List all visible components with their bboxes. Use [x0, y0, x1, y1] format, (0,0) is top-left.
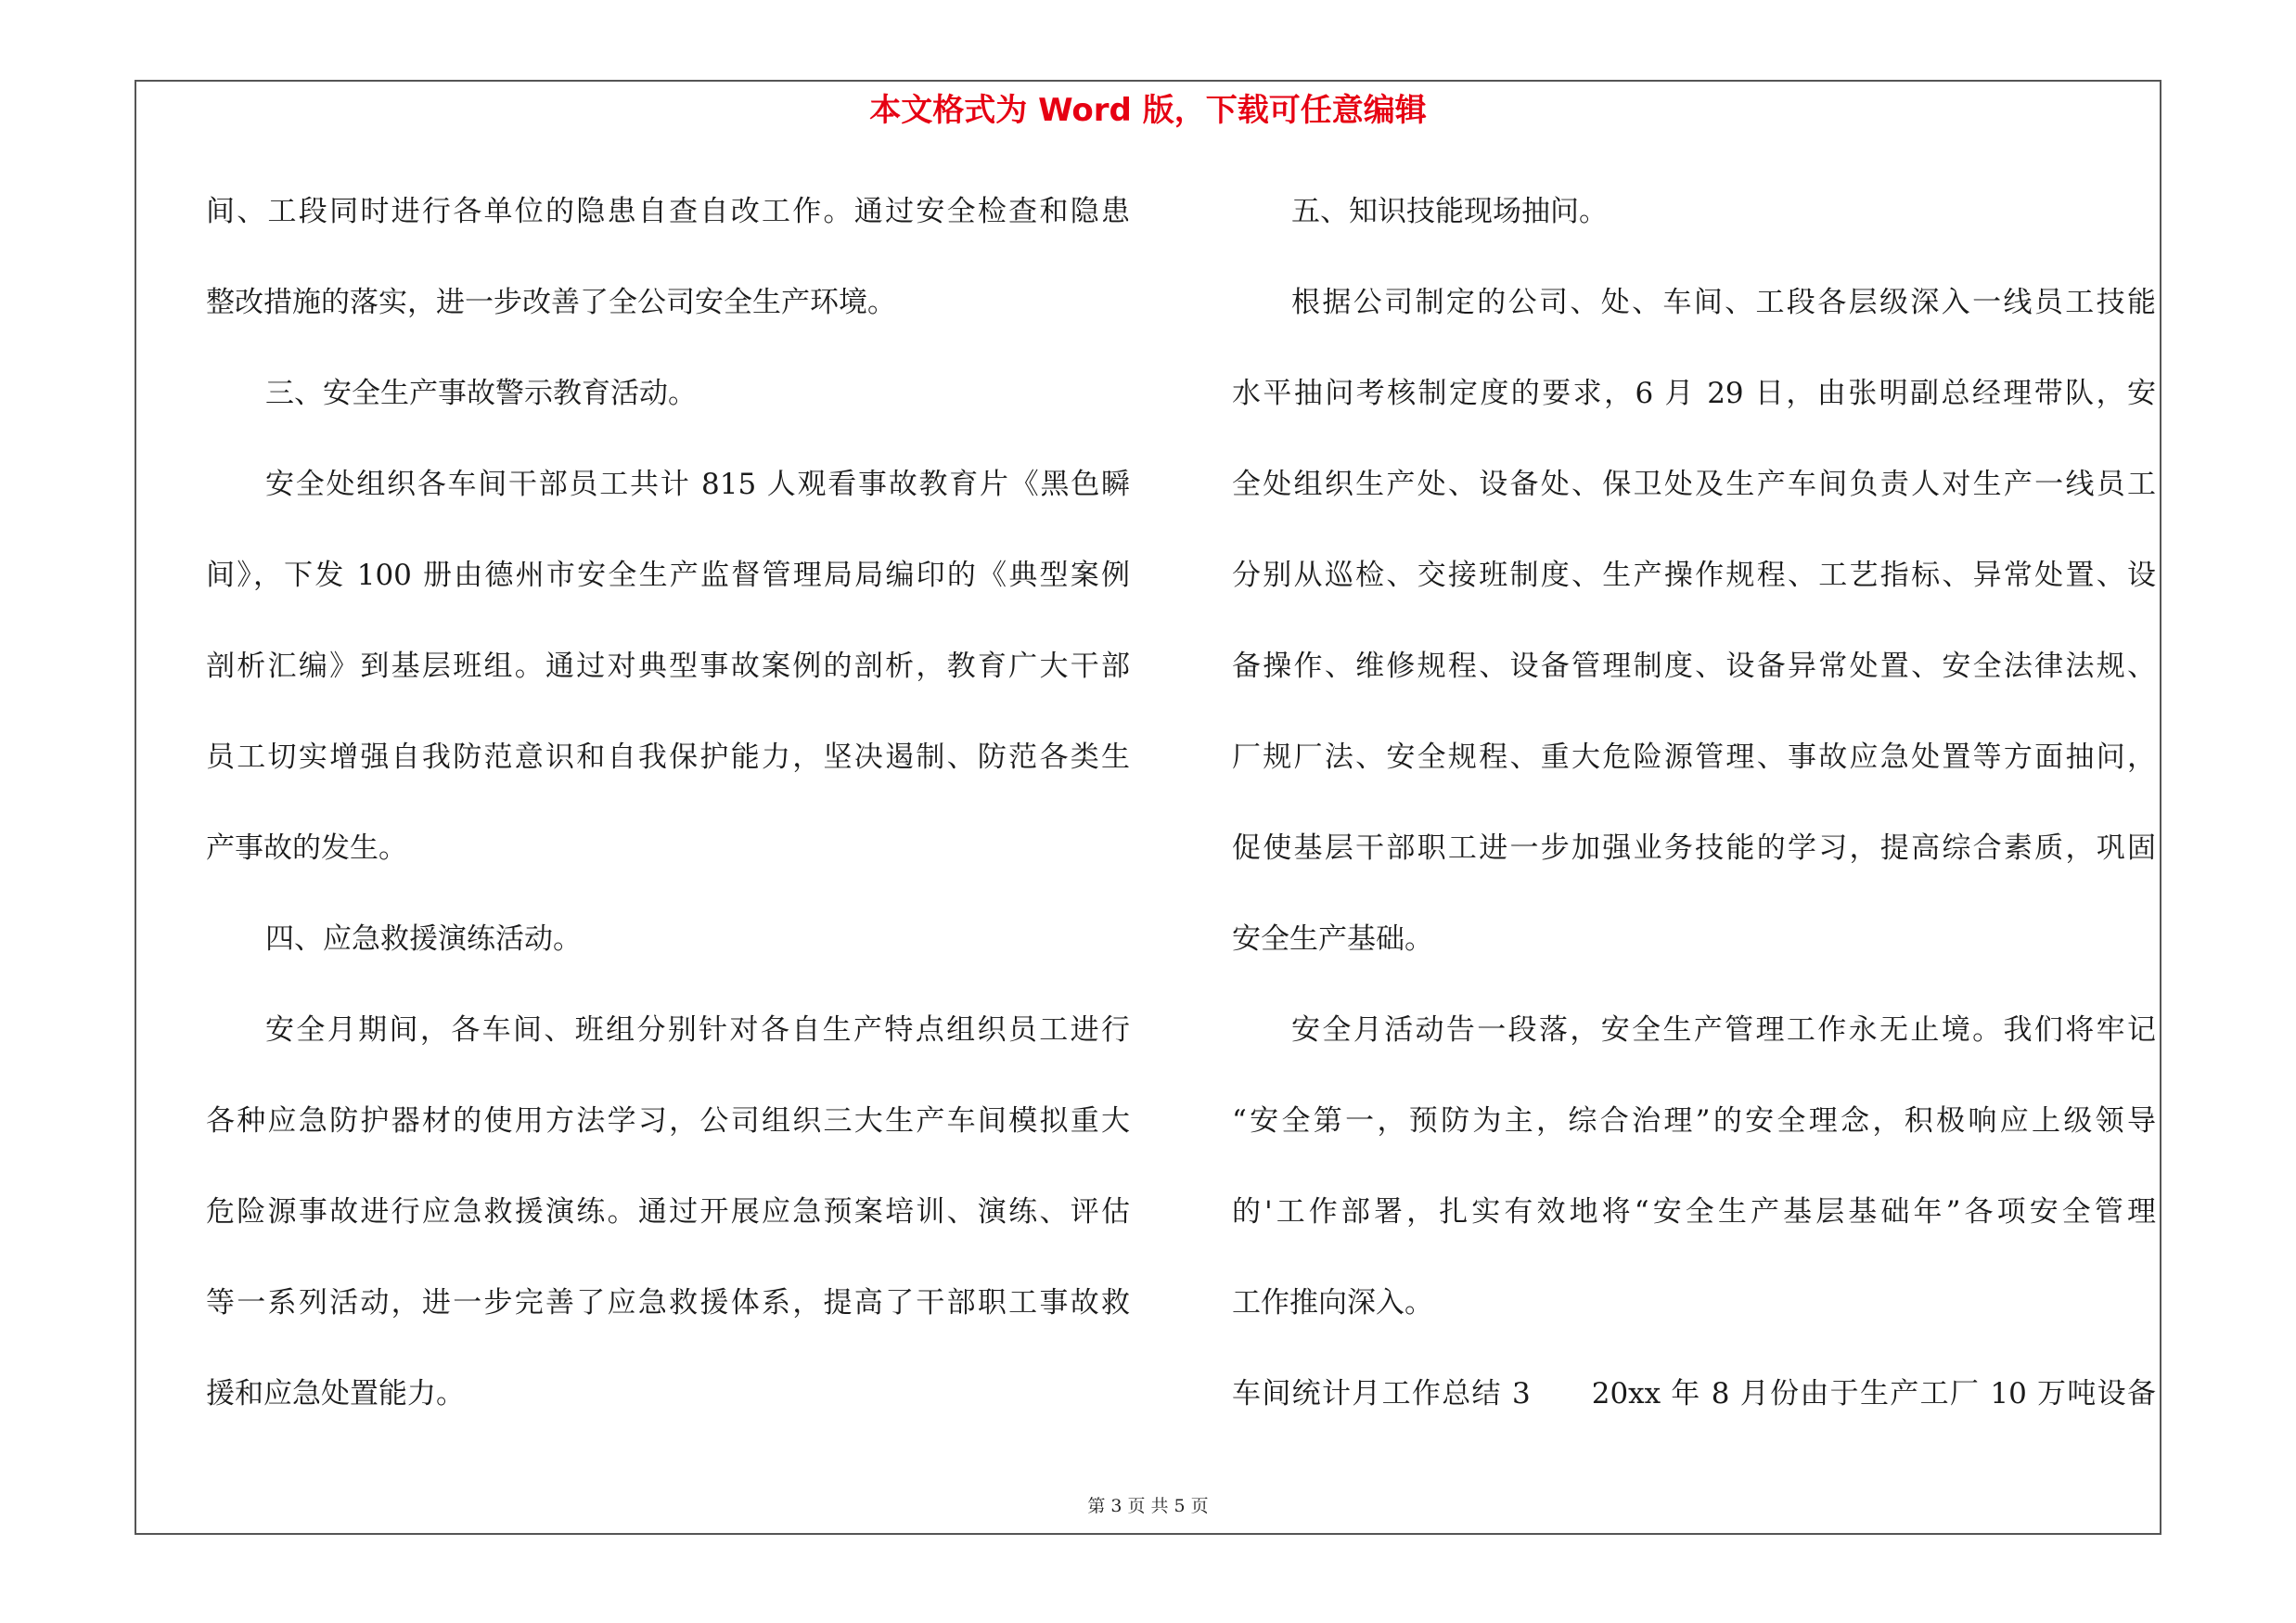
right-column — [1232, 178, 2156, 1451]
text-line: 备操作、维修规程、设备管理制度、设备异常处置、安全法律法规、 — [1232, 650, 2156, 683]
text-line: 各种应急防护器材的使用方法学习，公司组织三大生产车间模拟重大 — [206, 1104, 1130, 1138]
section-heading: 五、知识技能现场抽问。 — [1291, 195, 1608, 228]
section-heading: 三、安全生产事故警示教育活动。 — [265, 377, 697, 410]
text-line: 安全月活动告一段落，安全生产管理工作永无止境。我们将牢记 — [1291, 1013, 2156, 1047]
text-line: 工作推向深入。 — [1232, 1286, 1433, 1320]
text-line: 分别从巡检、交接班制度、生产操作规程、工艺指标、异常处置、设 — [1232, 559, 2156, 592]
text-line: 整改措施的落实，进一步改善了全公司安全生产环境。 — [206, 286, 896, 319]
text-line: 产事故的发生。 — [206, 831, 407, 865]
text-line: 的'工作部署，扎实有效地将“安全生产基层基础年”各项安全管理 — [1232, 1195, 2156, 1229]
text-line: 剖析汇编》到基层班组。通过对典型事故案例的剖析，教育广大干部 — [206, 650, 1130, 683]
text-line: 间、工段同时进行各单位的隐患自查自改工作。通过安全检查和隐患 — [206, 195, 1130, 228]
text-line: 厂规厂法、安全规程、重大危险源管理、事故应急处置等方面抽问， — [1232, 741, 2156, 774]
left-column — [206, 178, 1130, 1451]
header-banner: 本文格式为 Word 版，下载可任意编辑 — [869, 92, 1427, 129]
text-line: 全处组织生产处、设备处、保卫处及生产车间负责人对生产一线员工 — [1232, 468, 2156, 501]
text-line: 车间统计月工作总结 3 20xx 年 8 月份由于生产工厂 10 万吨设备 — [1232, 1377, 2156, 1410]
text-line: 安全处组织各车间干部员工共计 815 人观看事故教育片《黑色瞬 — [265, 468, 1130, 501]
text-line: 促使基层干部职工进一步加强业务技能的学习，提高综合素质，巩固 — [1232, 831, 2156, 865]
section-heading: 四、应急救援演练活动。 — [265, 922, 582, 956]
text-line: 水平抽问考核制定度的要求，6 月 29 日，由张明副总经理带队，安 — [1232, 377, 2156, 410]
text-line: 危险源事故进行应急救援演练。通过开展应急预案培训、演练、评估 — [206, 1195, 1130, 1229]
text-line: 员工切实增强自我防范意识和自我保护能力，坚决遏制、防范各类生 — [206, 741, 1130, 774]
text-line: “安全第一，预防为主，综合治理”的安全理念，积极响应上级领导 — [1232, 1104, 2156, 1138]
page-footer: 第 3 页 共 5 页 — [1087, 1496, 1209, 1516]
text-line: 援和应急处置能力。 — [206, 1377, 465, 1410]
text-line: 根据公司制定的公司、处、车间、工段各层级深入一线员工技能 — [1291, 286, 2156, 319]
text-line: 安全月期间，各车间、班组分别针对各自生产特点组织员工进行 — [265, 1013, 1130, 1047]
text-line: 等一系列活动，进一步完善了应急救援体系，提高了干部职工事故救 — [206, 1286, 1130, 1320]
text-line: 间》，下发 100 册由德州市安全生产监督管理局局编印的《典型案例 — [206, 559, 1130, 592]
text-line: 安全生产基础。 — [1232, 922, 1433, 956]
